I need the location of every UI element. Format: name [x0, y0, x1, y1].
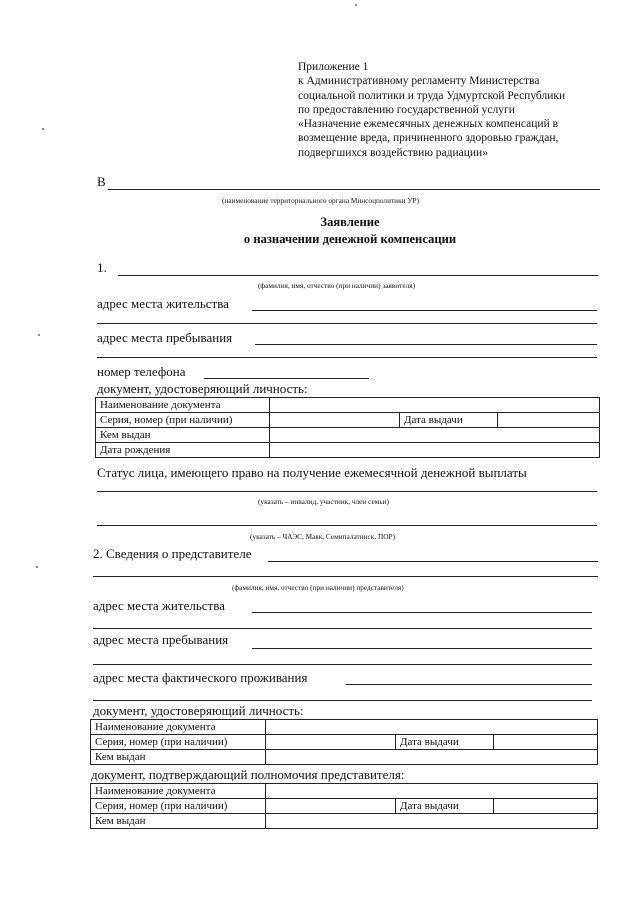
status-caption-1: (указать – инвалид, участник, член семьи): [258, 497, 389, 506]
rep-residence-field[interactable]: [252, 612, 592, 613]
applicant-id-table: [95, 397, 600, 458]
scan-speck: [36, 566, 38, 568]
applicant-name-caption: (фамилия, имя, отчество (при наличии) заявителя): [258, 281, 416, 290]
birth-date-field[interactable]: [270, 443, 600, 458]
appendix-line: «Назначение ежемесячных денежных компенсаций в: [298, 118, 559, 131]
stay-field[interactable]: [255, 344, 597, 345]
rep-stay-field-line2[interactable]: [93, 664, 592, 665]
residence-field-line2[interactable]: [97, 323, 597, 324]
phone-label: номер телефона: [97, 364, 186, 379]
table-row: [91, 814, 598, 829]
residence-label: адрес места жительства: [97, 296, 229, 311]
appendix-line: социальной политики и труда Удмуртской Республики: [298, 89, 566, 102]
appendix-line: Приложение 1: [298, 61, 369, 73]
doc-name-label: Наименование документа: [96, 398, 270, 413]
appendix-line: подвергшихся воздействию радиации»: [298, 146, 488, 159]
stay-label: адрес места пребывания: [97, 330, 233, 345]
series-number-label: Серия, номер (при наличии): [96, 413, 270, 428]
section2-title: 2. Сведения о представителе: [93, 546, 252, 561]
table-row: [91, 735, 598, 750]
auth-doc-label: документ, подтверждающий полномочия представителя:: [91, 767, 405, 782]
appendix-line: по предоставлению государственной услуги: [298, 103, 515, 116]
auth-issue-date-field[interactable]: [494, 799, 598, 814]
rep-id-doc-label: документ, удостоверяющий личность:: [93, 703, 304, 718]
representative-name-field-line2[interactable]: [93, 576, 598, 577]
section1-number: 1.: [97, 260, 107, 275]
issue-date-field[interactable]: [498, 413, 600, 428]
rep-issued-by-field[interactable]: [266, 750, 598, 765]
residence-field[interactable]: [252, 310, 597, 311]
issued-by-label: Кем выдан: [96, 428, 270, 443]
auth-issued-by-field[interactable]: [266, 814, 598, 829]
applicant-name-field[interactable]: [118, 275, 598, 276]
appendix-line: к Административному регламенту Министерства: [298, 75, 540, 88]
representative-id-table: [90, 719, 598, 765]
auth-doc-name-field[interactable]: [266, 784, 598, 799]
table-row: [96, 413, 600, 428]
rep-actual-field-line2[interactable]: [93, 700, 592, 701]
rep-actual-field[interactable]: [346, 684, 592, 685]
auth-series-number-label: Серия, номер (при наличии): [91, 799, 266, 814]
scan-speck: [355, 4, 357, 6]
addressee-field[interactable]: [108, 189, 600, 190]
table-row: [96, 443, 600, 458]
auth-issue-date-label: Дата выдачи: [396, 799, 494, 814]
rep-issue-date-field[interactable]: [494, 735, 598, 750]
doc-name-field[interactable]: [270, 398, 600, 413]
document-title-line1: Заявление: [320, 215, 380, 229]
rep-residence-field-line2[interactable]: [93, 628, 592, 629]
table-row: [91, 784, 598, 799]
auth-issued-by-label: Кем выдан: [91, 814, 266, 829]
auth-doc-name-label: Наименование документа: [91, 784, 266, 799]
rep-issued-by-label: Кем выдан: [91, 750, 266, 765]
table-row: [96, 428, 600, 443]
rep-doc-name-label: Наименование документа: [91, 720, 266, 735]
rep-stay-field[interactable]: [252, 648, 592, 649]
table-row: [96, 398, 600, 413]
authority-doc-table: [90, 783, 598, 829]
scan-speck: [38, 334, 40, 336]
id-doc-label: документ, удостоверяющий личность:: [97, 381, 308, 396]
appendix-line: возмещение вреда, причиненного здоровью граждан,: [298, 132, 559, 145]
scan-speck: [42, 128, 44, 130]
issue-date-label: Дата выдачи: [400, 413, 498, 428]
phone-field[interactable]: [204, 378, 369, 379]
rep-stay-label: адрес места пребывания: [93, 632, 229, 647]
status-field-2[interactable]: [97, 525, 597, 526]
representative-name-field[interactable]: [268, 561, 598, 562]
rep-series-number-label: Серия, номер (при наличии): [91, 735, 266, 750]
to-prefix: В: [97, 174, 106, 189]
table-row: [91, 720, 598, 735]
rep-issue-date-label: Дата выдачи: [396, 735, 494, 750]
rep-series-number-field[interactable]: [266, 735, 396, 750]
stay-field-line2[interactable]: [97, 357, 597, 358]
series-number-field[interactable]: [270, 413, 400, 428]
birth-date-label: Дата рождения: [96, 443, 270, 458]
table-row: [91, 750, 598, 765]
status-label: Статус лица, имеющего право на получение ежемесячной денежной выплаты: [97, 465, 527, 480]
representative-name-caption: (фамилия, имя, отчество (при наличии) представителя): [232, 583, 404, 592]
addressee-caption: (наименование территориального органа Минсоцполитики УР): [222, 196, 419, 205]
status-caption-2: (указать – ЧАЭС, Маяк, Семипалатинск, ПОР): [250, 532, 396, 541]
rep-residence-label: адрес места жительства: [93, 598, 225, 613]
auth-series-number-field[interactable]: [266, 799, 396, 814]
rep-actual-label: адрес места фактического проживания: [93, 670, 308, 685]
status-field-1[interactable]: [97, 491, 597, 492]
table-row: [91, 799, 598, 814]
rep-doc-name-field[interactable]: [266, 720, 598, 735]
appendix-header: [298, 60, 628, 160]
issued-by-field[interactable]: [270, 428, 600, 443]
document-title-line2: о назначении денежной компенсации: [243, 232, 457, 246]
